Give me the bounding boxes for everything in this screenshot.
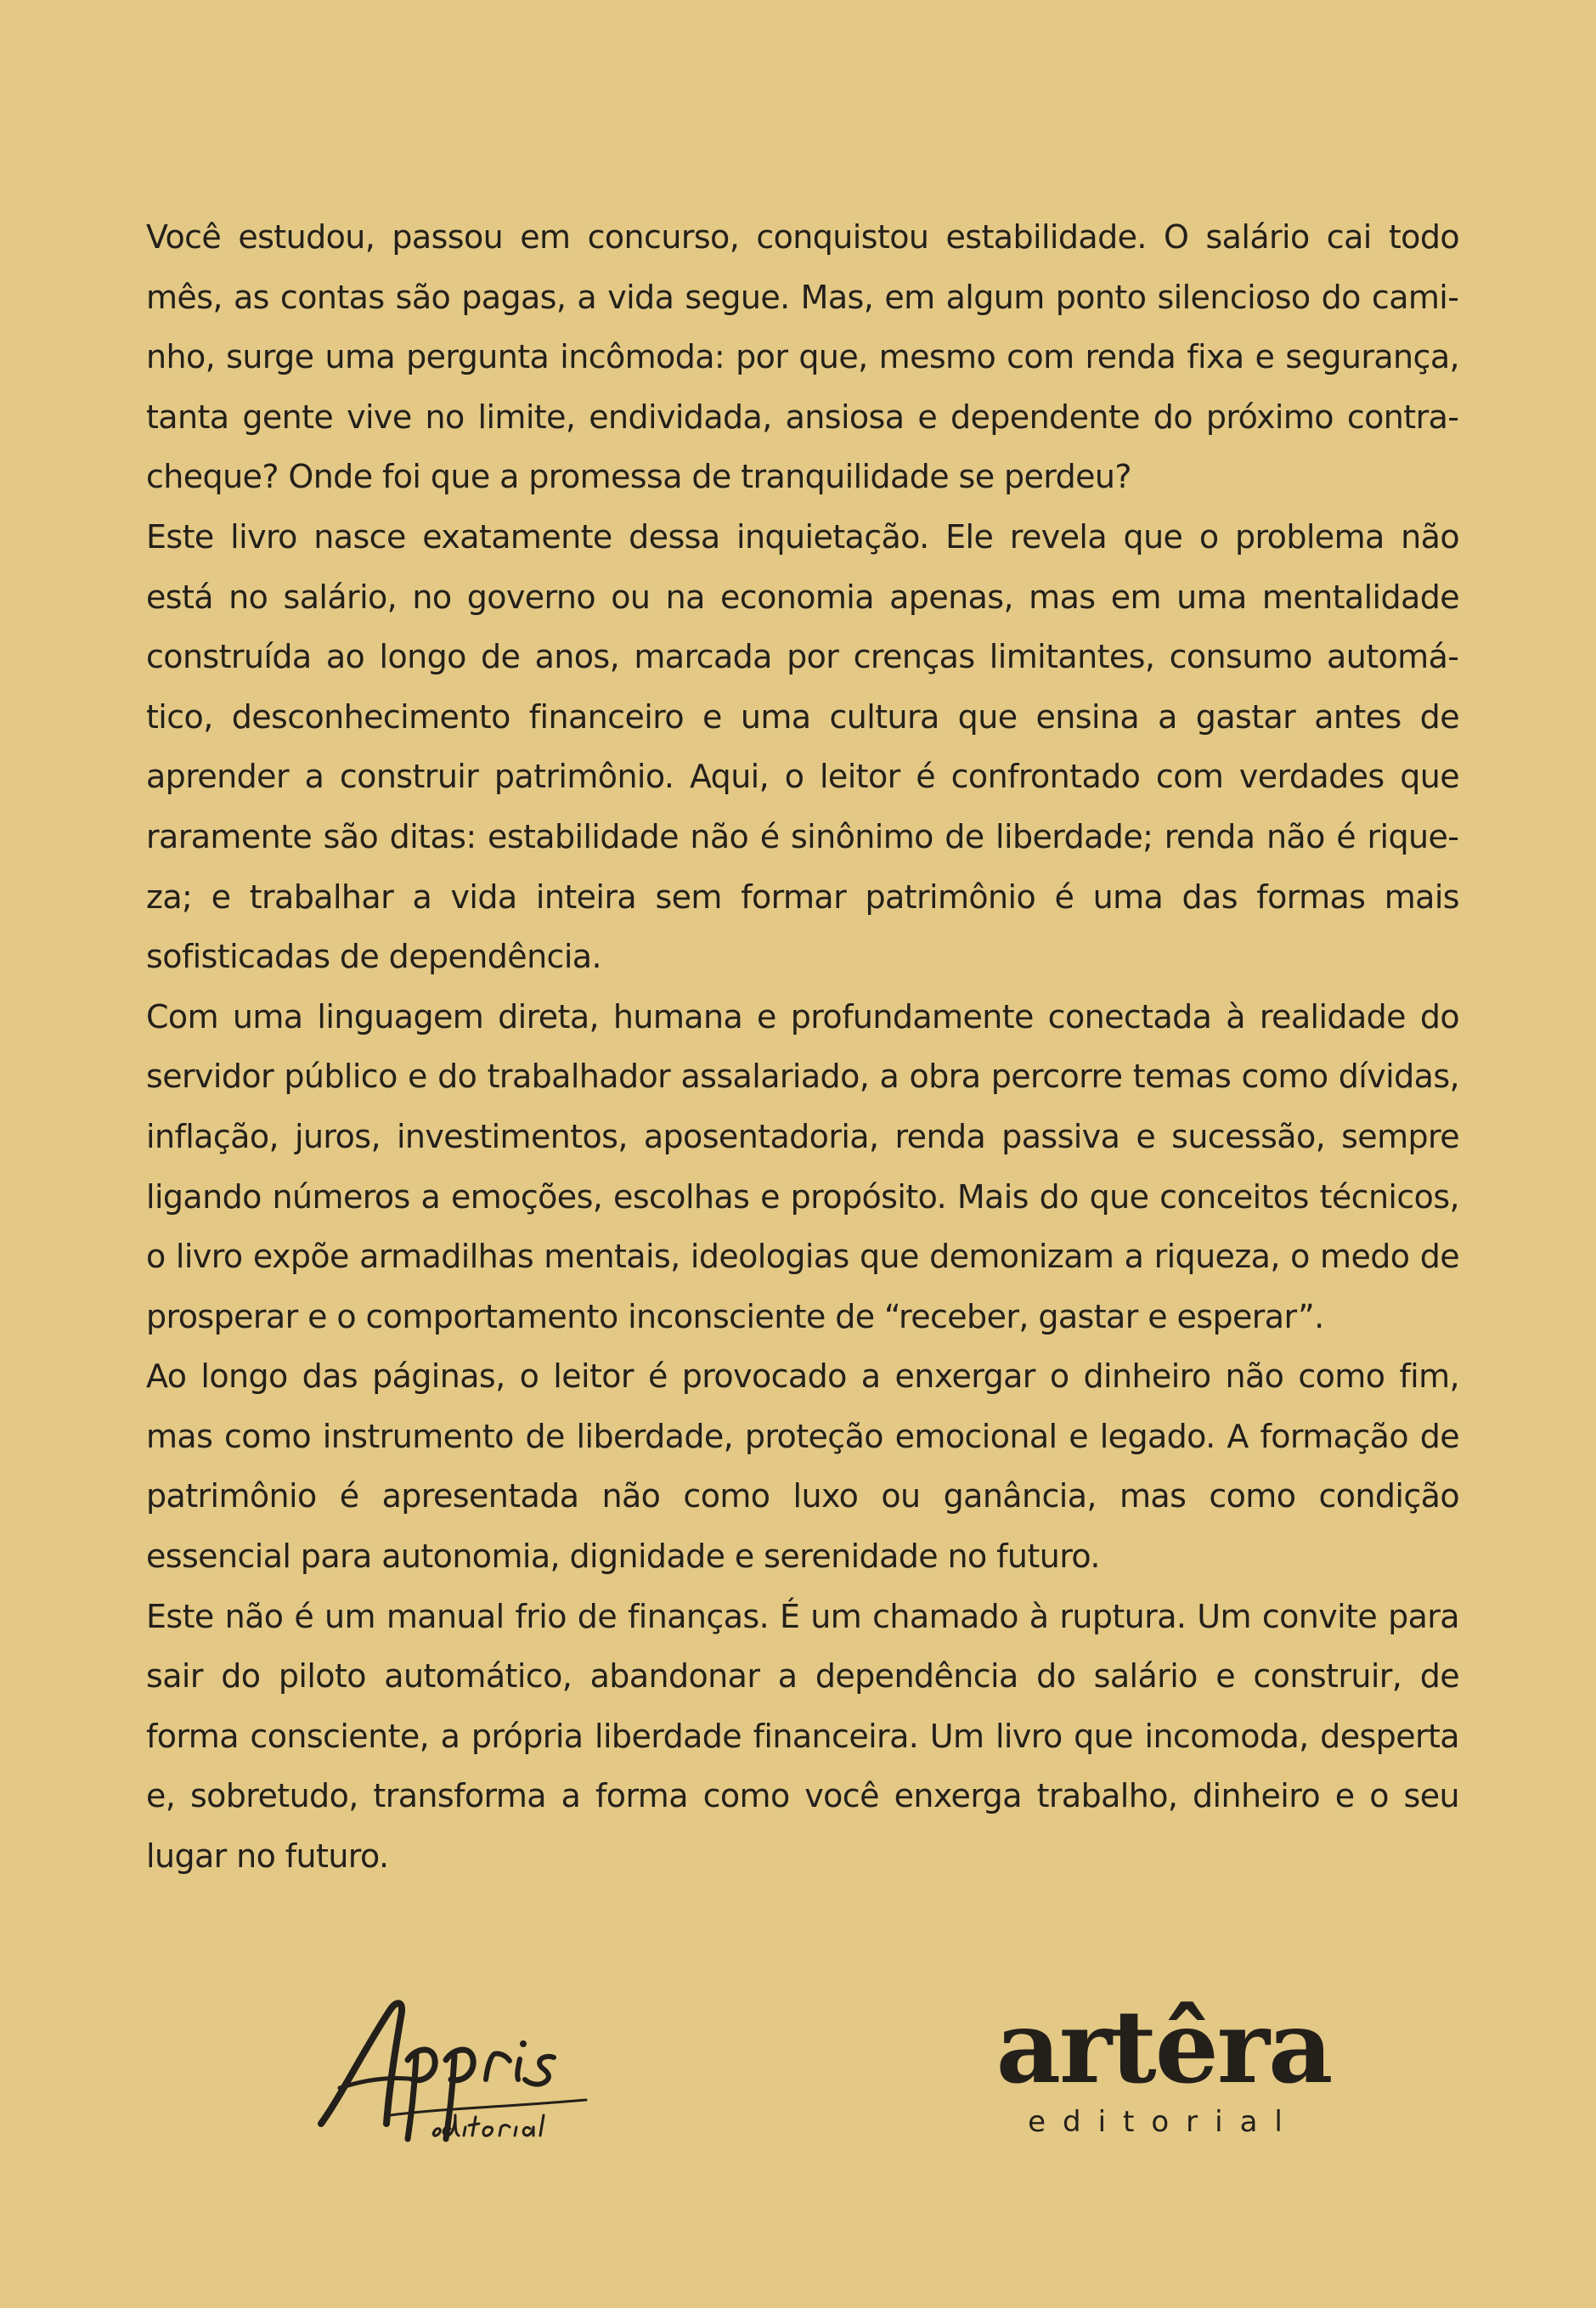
artera-logo-subtitle: editorial [1028,2105,1300,2139]
appris-logo [306,1988,612,2149]
paragraph-5: Este não é um manual frio de finanças. É um chamado à ruptura. Um convite para sair do piloto automático, abandonar a dependência do salário e construir, de forma consciente, a própria liberdade financeira. Um livro que incomoda, desperta e, sobretudo, transforma a forma como você enxerga trabalho, dinheiro e o seu lugar no futuro. [146,1597,1459,1876]
artera-logo-wordmark: artêra [995,1988,1332,2106]
artera-logo [985,1988,1342,2149]
paragraph-4: Ao longo das páginas, o leitor é provocado a enxergar o dinheiro não como fim, mas como instrumento de liberdade, proteção emocional e legado. A formação de patrimônio é apresentada não como luxo ou ganância, mas como condição essencial para autonomia, dignidade e serenidade no futuro. [146,1357,1459,1576]
publisher-logos [0,1988,1596,2158]
blurb-text [146,207,1459,1887]
paragraph-3: Com uma linguagem direta, humana e profundamente conectada à realidade do servidor público e do trabalhador assalariado, a obra percorre temas como dívidas, inflação, juros, investimentos, aposentadoria, renda passiva e sucessão, sempre ligando números a emoções, escolhas e propósito. Mais do que conceitos técnicos, o livro expõe armadilhas mentais, ideologias que demonizam a riqueza, o medo de prosperar e o comportamento inconsciente de “receber, gastar e esperar”. [146,997,1459,1335]
paragraph-1: Você estudou, passou em concurso, conquistou estabilidade. O salário cai todo mês, as contas são pagas, a vida segue. Mas, em algum ponto silencioso do caminho, surge uma pergunta incômoda: por que, mesmo com renda fixa e segurança, tanta gente vive no limite, endividada, ansiosa e dependente do próximo contracheque? Onde foi que a promessa de tranquilidade se perdeu? [146,218,1459,496]
paragraph-2: Este livro nasce exatamente dessa inquietação. Ele revela que o problema não está no salário, no governo ou na economia apenas, mas em uma mentalidade construída ao longo de anos, marcada por crenças limitantes, consumo automático, desconhecimento financeiro e uma cultura que ensina a gastar antes de aprender a construir patrimônio. Aqui, o leitor é confrontado com verdades que raramente são ditas: estabilidade não é sinônimo de liberdade; renda não é riqueza; e trabalhar a vida inteira sem formar patrimônio é uma das formas mais sofisticadas de dependência. [146,517,1459,976]
